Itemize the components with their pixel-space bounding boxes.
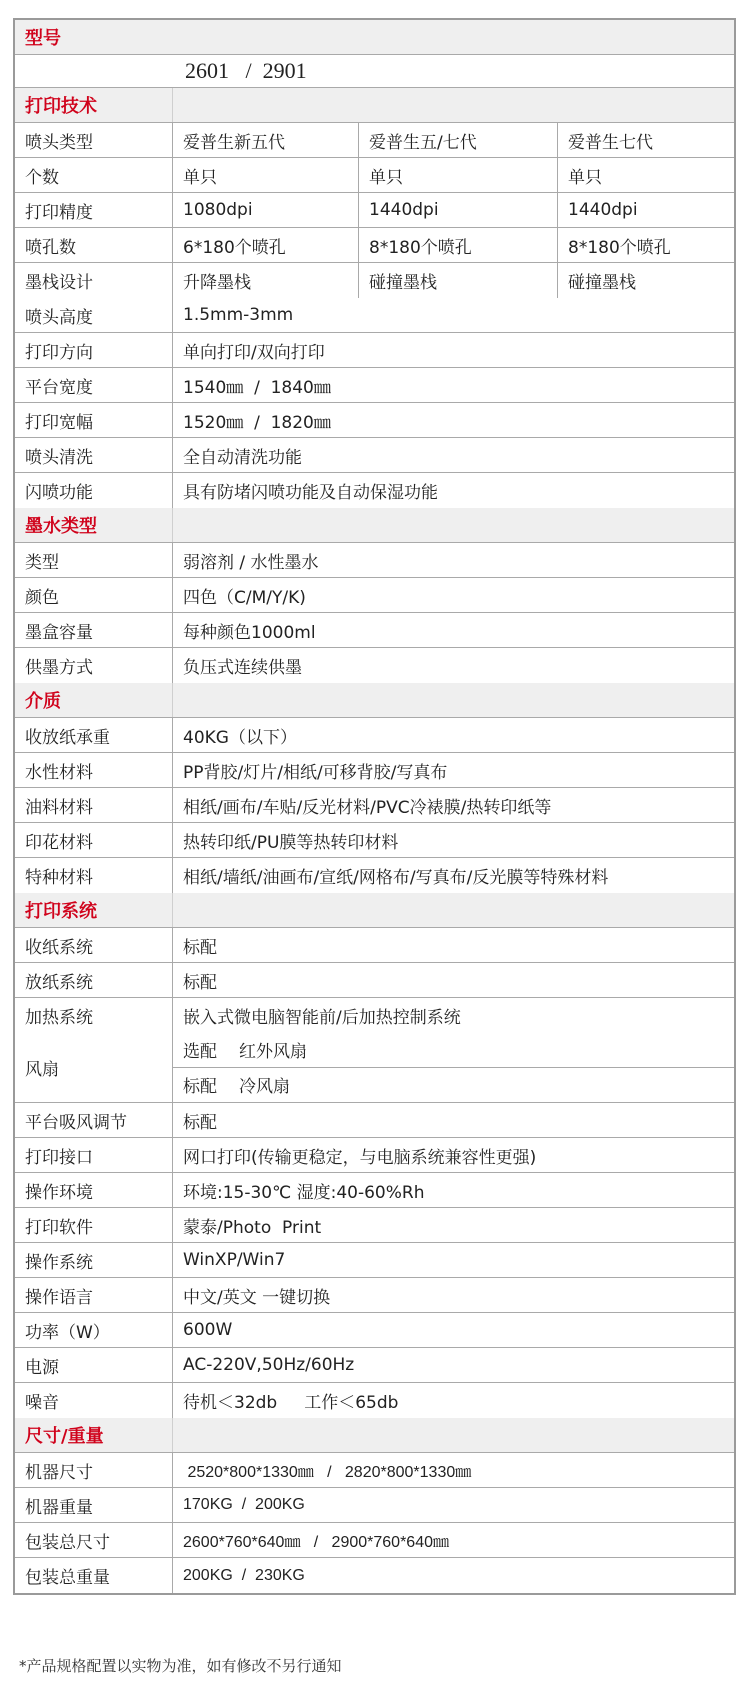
spec-table	[13, 18, 736, 1595]
spec-row	[15, 788, 734, 823]
spec-value-c: 8*180个喷孔	[568, 237, 671, 258]
spec-row	[15, 1488, 734, 1523]
spec-row	[15, 928, 734, 963]
section-header-model	[15, 20, 734, 55]
spec-key: 包装总重量	[15, 1558, 173, 1593]
spec-key: 油料材料	[15, 788, 173, 822]
section-title: 墨水类型	[15, 508, 173, 542]
spec-key: 打印接口	[15, 1138, 173, 1172]
spec-value: 四色（C/M/Y/K)	[183, 587, 306, 608]
spec-value: WinXP/Win7	[183, 1250, 286, 1270]
section-title: 打印技术	[15, 88, 173, 122]
spec-value: 蒙泰/Photo Print	[183, 1217, 322, 1238]
spec-key: 噪音	[15, 1383, 173, 1418]
spec-row	[15, 858, 734, 893]
spec-row	[15, 1523, 734, 1558]
spec-row	[15, 473, 734, 508]
section-header-size-weight	[15, 1418, 734, 1453]
spec-value: 单向打印/双向打印	[183, 342, 325, 363]
spec-key: 风扇	[15, 1033, 173, 1102]
spec-value: 40KG（以下）	[183, 727, 297, 748]
spec-value-b: 爱普生五/七代	[359, 123, 558, 157]
spec-row	[15, 438, 734, 473]
spec-value: 170KG / 200KG	[183, 1496, 305, 1513]
spec-row	[15, 368, 734, 403]
spec-value-b: 1440dpi	[359, 193, 558, 227]
spec-value: 环境:15-30℃ 湿度:40-60%Rh	[183, 1182, 425, 1203]
spec-value-c: 单只	[568, 167, 602, 188]
spec-row	[15, 1383, 734, 1418]
size-rows	[15, 1453, 734, 1593]
spec-value: AC-220V,50Hz/60Hz	[183, 1355, 355, 1375]
spec-key: 喷头清洗	[15, 438, 173, 472]
spec-row	[15, 1278, 734, 1313]
spec-key: 包装总尺寸	[15, 1523, 173, 1557]
spec-value: 标配	[183, 1112, 217, 1133]
spec-row	[15, 1103, 734, 1138]
spec-value: 标配	[183, 937, 217, 958]
section-header-print-tech	[15, 88, 734, 123]
spec-value-a: 6*180个喷孔	[173, 228, 359, 262]
spec-key: 机器重量	[15, 1488, 173, 1522]
fan-row	[15, 1033, 734, 1103]
print-tech-three-col-rows	[15, 123, 734, 298]
spec-value: 200KG / 230KG	[183, 1566, 305, 1584]
spec-value: 具有防堵闪喷功能及自动保湿功能	[183, 483, 438, 503]
spec-value: 网口打印(传输更稳定，与电脑系统兼容性更强)	[183, 1147, 537, 1168]
spec-key: 打印方向	[15, 333, 173, 367]
footnote: *产品规格配置以实物为准，如有修改不另行通知	[19, 1657, 342, 1675]
spec-row	[15, 1313, 734, 1348]
spec-row	[15, 1558, 734, 1593]
print-tech-rows	[15, 298, 734, 508]
spec-row	[15, 1138, 734, 1173]
spec-key: 操作环境	[15, 1173, 173, 1207]
media-rows	[15, 718, 734, 893]
spec-value-b: 碰撞墨栈	[359, 263, 558, 298]
spec-key: 操作语言	[15, 1278, 173, 1312]
fan-option-optional: 选配 红外风扇	[173, 1033, 734, 1068]
spec-row	[15, 298, 734, 333]
spec-row	[15, 963, 734, 998]
spec-key: 收放纸承重	[15, 718, 173, 752]
spec-key: 打印软件	[15, 1208, 173, 1242]
spec-row	[15, 193, 734, 228]
spec-value-c: 爱普生七代	[568, 132, 653, 153]
spec-key: 机器尺寸	[15, 1453, 173, 1487]
spec-key: 个数	[15, 158, 173, 192]
spec-key: 收纸系统	[15, 928, 173, 962]
spec-key: 电源	[15, 1348, 173, 1382]
spec-value-a: 单只	[173, 158, 359, 192]
spec-value-c: 1440dpi	[568, 200, 638, 220]
spec-key: 喷孔数	[15, 228, 173, 262]
section-title: 打印系统	[15, 893, 173, 927]
system-rows-2	[15, 1103, 734, 1418]
spec-key: 喷头类型	[15, 123, 173, 157]
spec-key: 类型	[15, 543, 173, 577]
spec-row	[15, 1243, 734, 1278]
spec-key: 加热系统	[15, 998, 173, 1033]
spec-key: 颜色	[15, 578, 173, 612]
spec-value: 待机＜32db 工作＜65db	[183, 1393, 399, 1413]
spec-value: 2520*800*1330㎜ / 2820*800*1330㎜	[183, 1463, 472, 1481]
spec-value-b: 单只	[359, 158, 558, 192]
fan-option-standard: 标配 冷风扇	[183, 1077, 290, 1098]
spec-row	[15, 1173, 734, 1208]
spec-row	[15, 613, 734, 648]
ink-rows	[15, 543, 734, 683]
spec-value: 中文/英文 一键切换	[183, 1287, 331, 1308]
section-title: 尺寸/重量	[15, 1418, 173, 1452]
spec-value-a: 1080dpi	[173, 193, 359, 227]
spec-value: 标配	[183, 972, 217, 993]
spec-row	[15, 1348, 734, 1383]
spec-key: 操作系统	[15, 1243, 173, 1277]
spec-key: 放纸系统	[15, 963, 173, 997]
spec-value: 1520㎜ / 1820㎜	[183, 412, 331, 433]
spec-value: 全自动清洗功能	[183, 447, 302, 468]
spec-key: 平台宽度	[15, 368, 173, 402]
spec-value: 热转印纸/PU膜等热转印材料	[183, 832, 399, 853]
model-row	[15, 55, 734, 88]
section-title: 型号	[25, 28, 61, 49]
spec-value: 负压式连续供墨	[183, 658, 302, 678]
spec-row	[15, 403, 734, 438]
spec-value: PP背胶/灯片/相纸/可移背胶/写真布	[183, 762, 448, 783]
spec-value-b: 8*180个喷孔	[359, 228, 558, 262]
spec-row	[15, 333, 734, 368]
spec-row	[15, 123, 734, 158]
spec-key: 墨栈设计	[15, 263, 173, 298]
spec-key: 平台吸风调节	[15, 1103, 173, 1137]
spec-row	[15, 648, 734, 683]
section-title: 介质	[15, 683, 173, 717]
spec-key: 特种材料	[15, 858, 173, 893]
spec-row	[15, 263, 734, 298]
spec-value: 600W	[183, 1320, 233, 1340]
section-header-print-system	[15, 893, 734, 928]
spec-value: 1540㎜ / 1840㎜	[183, 377, 331, 398]
spec-row	[15, 578, 734, 613]
spec-key: 闪喷功能	[15, 473, 173, 508]
spec-row	[15, 1208, 734, 1243]
spec-key: 打印精度	[15, 193, 173, 227]
spec-value-a: 爱普生新五代	[173, 123, 359, 157]
spec-row	[15, 753, 734, 788]
spec-value: 嵌入式微电脑智能前/后加热控制系统	[183, 1008, 461, 1028]
spec-value: 相纸/墙纸/油画布/宣纸/网格布/写真布/反光膜等特殊材料	[183, 868, 609, 888]
section-header-media	[15, 683, 734, 718]
section-header-ink	[15, 508, 734, 543]
spec-key: 墨盒容量	[15, 613, 173, 647]
spec-key: 喷头高度	[15, 298, 173, 332]
spec-value: 每种颜色1000ml	[183, 622, 316, 643]
spec-value-c: 碰撞墨栈	[568, 273, 636, 293]
spec-key: 印花材料	[15, 823, 173, 857]
spec-value: 弱溶剂 / 水性墨水	[183, 552, 319, 573]
spec-row	[15, 228, 734, 263]
spec-row	[15, 158, 734, 193]
spec-key: 功率（W）	[15, 1313, 173, 1347]
model-value: 2601 / 2901	[185, 58, 307, 83]
spec-key: 水性材料	[15, 753, 173, 787]
spec-row	[15, 998, 734, 1033]
spec-value-a: 升降墨栈	[173, 263, 359, 298]
spec-row	[15, 718, 734, 753]
spec-key: 打印宽幅	[15, 403, 173, 437]
spec-value: 2600*760*640㎜ / 2900*760*640㎜	[183, 1533, 449, 1551]
spec-row	[15, 1453, 734, 1488]
spec-row	[15, 823, 734, 858]
system-rows	[15, 928, 734, 1033]
spec-row	[15, 543, 734, 578]
spec-value: 1.5mm-3mm	[183, 305, 294, 325]
spec-key: 供墨方式	[15, 648, 173, 683]
spec-value: 相纸/画布/车贴/反光材料/PVC冷裱膜/热转印纸等	[183, 797, 552, 818]
